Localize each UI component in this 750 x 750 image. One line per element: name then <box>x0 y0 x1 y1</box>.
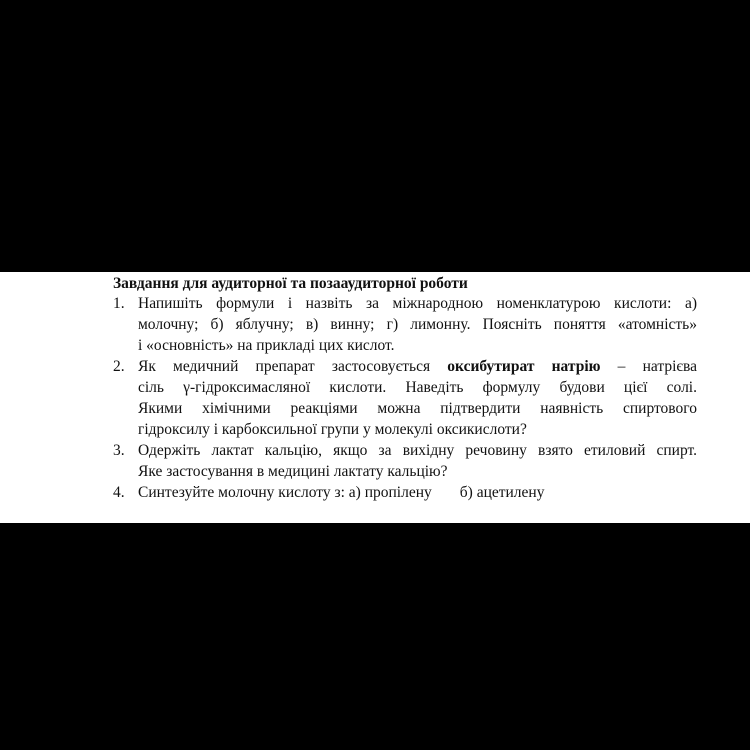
task-text-line: Одержіть лактат кальцію, якщо за вихідну речовину взято етиловий спирт. <box>138 442 697 459</box>
task-item-4 <box>113 482 697 503</box>
task-text-line: Напишіть формули і назвіть за міжнародною номенклатурою кислоти: а) <box>138 295 697 312</box>
task-text-line: молочну; б) яблучну; в) винну; г) лимонну. Поясніть поняття «атомність» <box>138 316 697 333</box>
task-text: Синтезуйте молочну кислоту з: а) пропілену <box>138 484 432 501</box>
task-text: – натрієва <box>617 358 697 375</box>
task-text-line: і «основність» на прикладі цих кислот. <box>138 337 395 354</box>
task-text-line: Яке застосування в медицині лактату кальцію? <box>138 463 448 480</box>
task-text: б) ацетилену <box>459 484 545 501</box>
task-item-3 <box>113 440 697 482</box>
task-text-line: Якими хімічними реакціями можна підтвердити наявність спиртового <box>138 400 697 417</box>
task-text-line: сіль γ-гідроксимасляної кислоти. Наведіть формулу будови цієї солі. <box>138 379 697 396</box>
task-item-2 <box>113 356 697 440</box>
task-number: 1. <box>113 295 125 312</box>
task-number: 3. <box>113 442 125 459</box>
task-item-1 <box>113 293 697 356</box>
document-title: Завдання для аудиторної та позааудиторної роботи <box>113 275 468 292</box>
task-text: Як медичний препарат застосовується <box>138 358 431 375</box>
task-text-line <box>138 482 697 503</box>
task-text-line <box>138 356 697 377</box>
document-sheet <box>0 272 750 523</box>
task-number: 4. <box>113 484 125 501</box>
document-content <box>113 272 697 503</box>
drug-name: оксибутират натрію <box>447 358 601 375</box>
task-list <box>113 293 697 503</box>
task-text-line: гідроксилу і карбоксильної групи у молекулі оксикислоти? <box>138 421 527 438</box>
task-number: 2. <box>113 358 125 375</box>
